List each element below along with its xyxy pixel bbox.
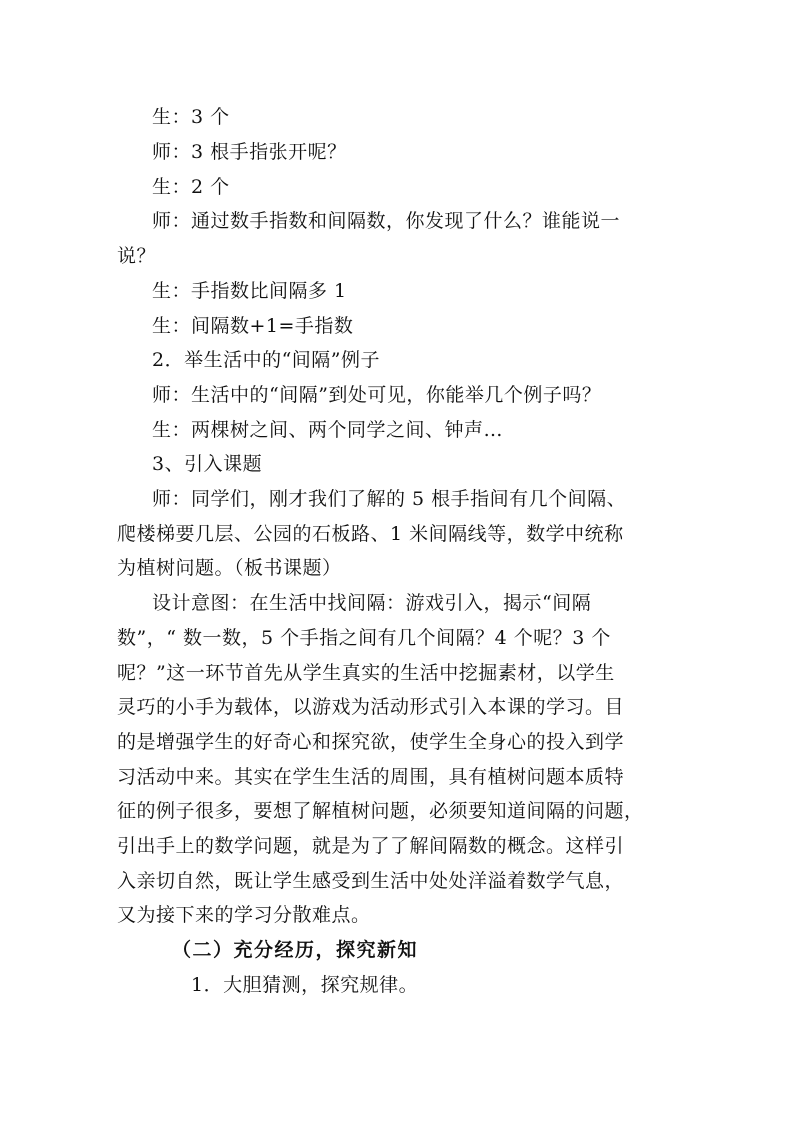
design-intent-line: 习活动中来。其实在学生生活的周围，具有植树问题本质特 bbox=[117, 766, 625, 788]
design-intent-line: 设计意图：在生活中找间隔：游戏引入，揭示“间隔 bbox=[152, 592, 592, 614]
dialogue-line: 师：通过数手指数和间隔数，你发现了什么？谁能说一 bbox=[152, 210, 621, 232]
dialogue-line: 生：2 个 bbox=[152, 176, 230, 198]
dialogue-line: 师：3 根手指张开呢？ bbox=[152, 141, 347, 163]
design-intent-line: 入亲切自然，既让学生感受到生活中处处洋溢着数学气息， bbox=[117, 870, 625, 892]
design-intent-line: 灵巧的小手为载体，以游戏为活动形式引入本课的学习。目 bbox=[117, 696, 625, 718]
dialogue-line: 生：两棵树之间、两个同学之间、钟声… bbox=[152, 419, 504, 441]
dialogue-line: 师：生活中的“间隔”到处可见，你能举几个例子吗？ bbox=[152, 384, 602, 406]
design-intent-line: 呢？”这一环节首先从学生真实的生活中挖掘素材，以学生 bbox=[117, 662, 615, 684]
dialogue-line: 生：手指数比间隔多 1 bbox=[152, 280, 347, 302]
dialogue-line-continued: 说？ bbox=[117, 245, 157, 267]
dialogue-line: 生：间隔数+1=手指数 bbox=[152, 315, 354, 337]
design-intent-line: 的是增强学生的好奇心和探究欲，使学生全身心的投入到学 bbox=[117, 731, 625, 753]
step-heading: 3、引入课题 bbox=[152, 453, 263, 475]
design-intent-line: 引出手上的数学问题，就是为了了解间隔数的概念。这样引 bbox=[117, 835, 625, 857]
design-intent-line: 又为接下来的学习分散难点。 bbox=[117, 904, 371, 926]
dialogue-line: 生：3 个 bbox=[152, 106, 230, 128]
dialogue-line-continued: 为植树问题。（板书课题） bbox=[117, 557, 342, 579]
dialogue-line-continued: 爬楼梯要几层、公园的石板路、1 米间隔线等，数学中统称 bbox=[117, 523, 624, 545]
step-heading: 2．举生活中的“间隔”例子 bbox=[152, 349, 381, 371]
design-intent-line: 数”，“ 数一数，5 个手指之间有几个间隔？4 个呢？3 个 bbox=[117, 627, 611, 649]
section-heading: （二）充分经历，探究新知 bbox=[172, 939, 419, 961]
design-intent-line: 征的例子很多，要想了解植树问题，必须要知道间隔的问题， bbox=[117, 800, 644, 822]
dialogue-line: 师：同学们，刚才我们了解的 5 根手指间有几个间隔、 bbox=[152, 488, 627, 510]
sub-heading: 1．大胆猜测，探究规律。 bbox=[191, 974, 419, 996]
